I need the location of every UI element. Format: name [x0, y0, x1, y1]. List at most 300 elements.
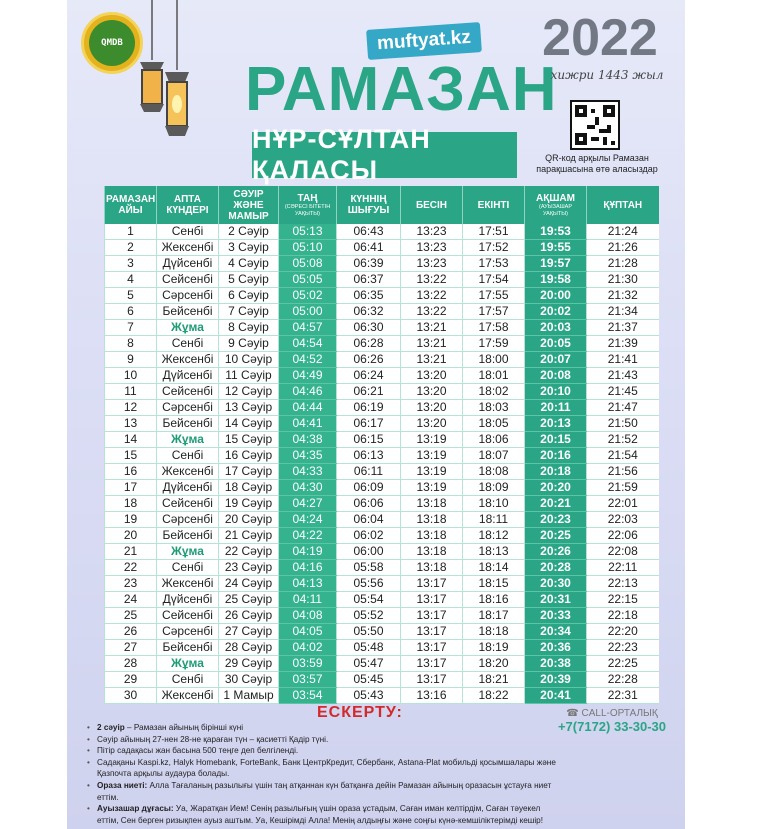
table-cell: 06:24	[337, 368, 401, 384]
table-cell: 13:18	[401, 560, 463, 576]
table-cell: 06:00	[337, 544, 401, 560]
table-cell: 13:22	[401, 272, 463, 288]
table-cell: 04:30	[279, 480, 337, 496]
table-cell: 17:58	[463, 320, 525, 336]
table-cell: 20:21	[525, 496, 587, 512]
table-cell: 04:19	[279, 544, 337, 560]
table-cell: 8	[105, 336, 157, 352]
table-cell: 13:22	[401, 304, 463, 320]
table-cell: 20	[105, 528, 157, 544]
table-cell: 8 Сәуір	[219, 320, 279, 336]
table-cell: 05:43	[337, 688, 401, 704]
column-header	[587, 186, 659, 224]
table-cell: 21:50	[587, 416, 659, 432]
table-cell: 17:53	[463, 256, 525, 272]
table-cell: Сәрсенбі	[157, 624, 219, 640]
table-cell: 22:15	[587, 592, 659, 608]
table-cell: 05:02	[279, 288, 337, 304]
logo-text: QMDB	[101, 38, 123, 48]
table-row	[105, 656, 659, 672]
table-cell: 06:02	[337, 528, 401, 544]
table-cell: 18:09	[463, 480, 525, 496]
table-cell: 22 Сәуір	[219, 544, 279, 560]
prayer-times-table	[104, 186, 658, 704]
table-row	[105, 576, 659, 592]
table-cell: 20:02	[525, 304, 587, 320]
table-cell: 10 Сәуір	[219, 352, 279, 368]
table-cell: 13:23	[401, 240, 463, 256]
table-cell: 7 Сәуір	[219, 304, 279, 320]
table-cell: 06:09	[337, 480, 401, 496]
table-cell: 3 Сәуір	[219, 240, 279, 256]
table-row	[105, 304, 659, 320]
table-cell: 20:28	[525, 560, 587, 576]
table-cell: 28 Сәуір	[219, 640, 279, 656]
note-item-text: – Рамазан айының бірінші күні	[124, 723, 244, 732]
table-cell: 20:05	[525, 336, 587, 352]
table-cell: 19:53	[525, 224, 587, 240]
table-row	[105, 512, 659, 528]
table-cell: 5 Сәуір	[219, 272, 279, 288]
table-cell: 22:11	[587, 560, 659, 576]
table-row	[105, 464, 659, 480]
table-cell: 20:26	[525, 544, 587, 560]
table-cell: 13:20	[401, 400, 463, 416]
table-cell: 17 Сәуір	[219, 464, 279, 480]
table-cell: Бейсенбі	[157, 304, 219, 320]
table-cell: 13	[105, 416, 157, 432]
note-item-text: Пітір садақасы жан басына 500 теңге деп белгіленді.	[97, 746, 299, 756]
call-center[interactable]	[542, 708, 682, 734]
table-cell: Жұма	[157, 320, 219, 336]
table-row	[105, 624, 659, 640]
table-cell: 29 Сәуір	[219, 656, 279, 672]
table-body	[105, 224, 659, 704]
table-cell: 04:08	[279, 608, 337, 624]
table-cell: 15	[105, 448, 157, 464]
table-cell: 13:18	[401, 528, 463, 544]
table-cell: 04:11	[279, 592, 337, 608]
table-cell: 17:51	[463, 224, 525, 240]
table-cell: 05:10	[279, 240, 337, 256]
table-cell: 13:21	[401, 336, 463, 352]
table-row	[105, 528, 659, 544]
column-header-note: (СӘРЕСІ БІТЕТІН УАҚЫТЫ)	[284, 203, 331, 217]
note-item-heading: 2 сәуір	[97, 723, 125, 732]
table-cell: 22:08	[587, 544, 659, 560]
table-row	[105, 416, 659, 432]
table-cell: 18:16	[463, 592, 525, 608]
site-badge[interactable]: muftyat.kz	[366, 22, 482, 60]
note-item-heading: Ауызашар дұғасы:	[97, 804, 174, 814]
column-header	[279, 186, 337, 224]
call-center-number[interactable]: +7(7172) 33-30-30	[557, 719, 667, 734]
table-cell: 12	[105, 400, 157, 416]
logo-emblem	[89, 20, 135, 66]
table-cell: 13:17	[401, 576, 463, 592]
table-cell: 18:11	[463, 512, 525, 528]
note-item-text: Алла Тағаланың разылығы үшін таң атқаннан күн батқанға дейін Рамазан айының оразасын ұстауға ниет еттім.	[97, 780, 552, 802]
table-cell: 16 Сәуір	[219, 448, 279, 464]
note-item-text: Садақаны Kaspi.kz, Halyk Homebank, ForteBank, Банк ЦентрКредит, Сбербанк, Astana-Plat мобильді қосымшалары және Қазпочта арқылы аудаура болады.	[97, 757, 556, 779]
table-row	[105, 352, 659, 368]
table-cell: Жексенбі	[157, 352, 219, 368]
table-row	[105, 592, 659, 608]
table-cell: 04:13	[279, 576, 337, 592]
column-header-label: БЕСІН	[415, 199, 448, 211]
column-header	[105, 186, 157, 224]
table-cell: 21:41	[587, 352, 659, 368]
table-cell: 11	[105, 384, 157, 400]
table-cell: 03:57	[279, 672, 337, 688]
call-center-label-text: CALL-ОРТАЛЫҚ	[581, 708, 658, 719]
table-cell: 21:45	[587, 384, 659, 400]
table-cell: 18:03	[463, 400, 525, 416]
table-row	[105, 400, 659, 416]
table-cell: 04:49	[279, 368, 337, 384]
table-row	[105, 496, 659, 512]
table-cell: 25	[105, 608, 157, 624]
table-cell: 26	[105, 624, 157, 640]
table-cell: 18:17	[463, 608, 525, 624]
table-cell: Бейсенбі	[157, 528, 219, 544]
column-header-label: СӘУІР ЖӘНЕ МАМЫР	[228, 188, 269, 222]
column-header-label: РАМАЗАН АЙЫ	[106, 194, 156, 216]
table-cell: 05:47	[337, 656, 401, 672]
table-cell: 22	[105, 560, 157, 576]
table-cell: 18:22	[463, 688, 525, 704]
table-cell: 13:20	[401, 416, 463, 432]
column-header-note: (АУЫЗАШАР УАҚЫТЫ)	[539, 203, 572, 217]
table-cell: Сәрсенбі	[157, 400, 219, 416]
table-cell: 04:54	[279, 336, 337, 352]
table-cell: 20:20	[525, 480, 587, 496]
table-cell: 21:54	[587, 448, 659, 464]
note-item	[87, 734, 557, 746]
phone-icon: ☎	[566, 708, 582, 719]
qr-caption: QR-код арқылы Рамазан парақшасына өтө аласыздар	[536, 153, 658, 174]
table-cell: 2 Сәуір	[219, 224, 279, 240]
table-cell: 14	[105, 432, 157, 448]
table-cell: 13:22	[401, 288, 463, 304]
table-cell: 05:00	[279, 304, 337, 320]
table-cell: 03:54	[279, 688, 337, 704]
lantern-icon	[132, 0, 202, 150]
table-cell: 30 Сәуір	[219, 672, 279, 688]
table-cell: 13:17	[401, 624, 463, 640]
table-cell: 13:17	[401, 656, 463, 672]
table-cell: 04:33	[279, 464, 337, 480]
table-cell: 22:13	[587, 576, 659, 592]
table-cell: 04:44	[279, 400, 337, 416]
table-cell: 21:43	[587, 368, 659, 384]
table-cell: 04:57	[279, 320, 337, 336]
table-cell: Сенбі	[157, 336, 219, 352]
qr-pattern	[575, 105, 615, 145]
table-cell: 24 Сәуір	[219, 576, 279, 592]
notes-title: ЕСКЕРТУ:	[317, 704, 403, 721]
table-cell: 22:28	[587, 672, 659, 688]
table-cell: 21:30	[587, 272, 659, 288]
call-center-label	[542, 708, 682, 719]
table-cell: Сейсенбі	[157, 384, 219, 400]
page-title: РАМАЗАН	[245, 55, 558, 124]
table-cell: 21:37	[587, 320, 659, 336]
table-cell: 06:32	[337, 304, 401, 320]
table-cell: 12 Сәуір	[219, 384, 279, 400]
table-cell: 21:32	[587, 288, 659, 304]
table-cell: 13:17	[401, 640, 463, 656]
city-banner: НҰР-СҰЛТАН ҚАЛАСЫ	[252, 132, 517, 178]
table-row	[105, 608, 659, 624]
table-cell: 13 Сәуір	[219, 400, 279, 416]
table-cell: 13:20	[401, 384, 463, 400]
table-cell: Сейсенбі	[157, 608, 219, 624]
table-cell: Сенбі	[157, 560, 219, 576]
table-cell: 04:46	[279, 384, 337, 400]
table-cell: 17:57	[463, 304, 525, 320]
table-cell: 20:41	[525, 688, 587, 704]
table-cell: 04:05	[279, 624, 337, 640]
table-cell: 13:21	[401, 320, 463, 336]
note-item-heading: Ораза ниеті:	[97, 780, 148, 790]
column-header	[157, 186, 219, 224]
column-header	[401, 186, 463, 224]
column-header	[219, 186, 279, 224]
table-cell: 21:24	[587, 224, 659, 240]
table-cell: 18:00	[463, 352, 525, 368]
note-item-text: Уа, Жаратқан Ием! Сенің разылығың үшін ораза ұстадым, Саған иман келтірдім, Саған тәуекел еттім, Сен берген ризықпен ауыз аштым. Уа, Кешірімді Алла! Менің алдыңғы және соңғы күнә-кемшіліктерімді кешір!	[97, 804, 544, 825]
qr-code-icon[interactable]	[570, 100, 620, 150]
note-item	[87, 780, 557, 803]
table-cell: Сенбі	[157, 448, 219, 464]
table-cell: 05:48	[337, 640, 401, 656]
table-cell: 06:39	[337, 256, 401, 272]
table-cell: 15 Сәуір	[219, 432, 279, 448]
table-cell: 13:17	[401, 592, 463, 608]
table-row	[105, 272, 659, 288]
table-cell: 05:50	[337, 624, 401, 640]
notes-list	[87, 722, 557, 826]
table-cell: 19:57	[525, 256, 587, 272]
table-cell: 20:38	[525, 656, 587, 672]
table-cell: Бейсенбі	[157, 416, 219, 432]
table-row	[105, 640, 659, 656]
table-row	[105, 560, 659, 576]
table-cell: 13:17	[401, 608, 463, 624]
table-cell: 20:18	[525, 464, 587, 480]
table-cell: 04:41	[279, 416, 337, 432]
table-cell: 18:19	[463, 640, 525, 656]
table-row	[105, 384, 659, 400]
table-cell: 06:17	[337, 416, 401, 432]
table-cell: 20:34	[525, 624, 587, 640]
table-cell: 18:21	[463, 672, 525, 688]
table-cell: 18:05	[463, 416, 525, 432]
table-cell: 21:39	[587, 336, 659, 352]
table-cell: 18	[105, 496, 157, 512]
table-row	[105, 224, 659, 240]
table-cell: 18:12	[463, 528, 525, 544]
table-cell: 4 Сәуір	[219, 256, 279, 272]
table-cell: 13:19	[401, 464, 463, 480]
table-cell: 24	[105, 592, 157, 608]
table-cell: Дүйсенбі	[157, 480, 219, 496]
table-cell: 13:18	[401, 512, 463, 528]
note-item	[87, 745, 557, 757]
column-header-label: ҚҰПТАН	[603, 199, 643, 211]
table-cell: 18:20	[463, 656, 525, 672]
table-cell: 03:59	[279, 656, 337, 672]
poster	[67, 0, 685, 829]
table-cell: 06:04	[337, 512, 401, 528]
table-cell: 05:54	[337, 592, 401, 608]
table-cell: Дүйсенбі	[157, 368, 219, 384]
table-cell: 21	[105, 544, 157, 560]
table-row	[105, 336, 659, 352]
table-cell: 06:06	[337, 496, 401, 512]
table-cell: 05:56	[337, 576, 401, 592]
table-cell: 19:55	[525, 240, 587, 256]
table-cell: 18:14	[463, 560, 525, 576]
table-row	[105, 288, 659, 304]
note-item	[87, 757, 557, 780]
table-cell: 18:02	[463, 384, 525, 400]
table-row	[105, 240, 659, 256]
table-cell: 20:31	[525, 592, 587, 608]
table-cell: 21:56	[587, 464, 659, 480]
column-header-label: КҮННІҢ ШЫҒУЫ	[347, 194, 390, 216]
table-cell: 20:36	[525, 640, 587, 656]
table-cell: Жексенбі	[157, 464, 219, 480]
hijri-year: хижри 1443 жыл	[550, 68, 664, 82]
table-row	[105, 544, 659, 560]
table-cell: 5	[105, 288, 157, 304]
table-cell: 21:52	[587, 432, 659, 448]
column-header	[463, 186, 525, 224]
table-cell: Бейсенбі	[157, 640, 219, 656]
table-cell: 05:58	[337, 560, 401, 576]
table-cell: 30	[105, 688, 157, 704]
table-cell: 04:24	[279, 512, 337, 528]
table-cell: Сәрсенбі	[157, 288, 219, 304]
table-cell: 18:13	[463, 544, 525, 560]
table-cell: 06:43	[337, 224, 401, 240]
table-cell: 20:13	[525, 416, 587, 432]
table-cell: Жұма	[157, 544, 219, 560]
table-cell: 13:18	[401, 496, 463, 512]
table-cell: 23	[105, 576, 157, 592]
table-cell: 4	[105, 272, 157, 288]
table-cell: 26 Сәуір	[219, 608, 279, 624]
table-cell: 10	[105, 368, 157, 384]
table-cell: 20:23	[525, 512, 587, 528]
table-cell: 7	[105, 320, 157, 336]
table-cell: 17:54	[463, 272, 525, 288]
table-cell: 20:07	[525, 352, 587, 368]
table-cell: 04:27	[279, 496, 337, 512]
table-cell: 06:28	[337, 336, 401, 352]
column-header-label: ЕКІНТІ	[477, 199, 510, 211]
table-cell: 17:52	[463, 240, 525, 256]
note-item	[87, 722, 557, 734]
table-header-row	[105, 186, 659, 224]
table-cell: 9	[105, 352, 157, 368]
table-cell: 3	[105, 256, 157, 272]
table-cell: 20:00	[525, 288, 587, 304]
table-cell: 06:35	[337, 288, 401, 304]
table-cell: 1	[105, 224, 157, 240]
table-cell: 2	[105, 240, 157, 256]
table-cell: Жексенбі	[157, 240, 219, 256]
table-cell: 22:31	[587, 688, 659, 704]
table-cell: 13:19	[401, 448, 463, 464]
table-cell: 6	[105, 304, 157, 320]
table-cell: 21 Сәуір	[219, 528, 279, 544]
table-cell: 22:23	[587, 640, 659, 656]
table-cell: 18:06	[463, 432, 525, 448]
table-cell: 19:58	[525, 272, 587, 288]
table-cell: 13:19	[401, 480, 463, 496]
table-cell: 06:19	[337, 400, 401, 416]
table-cell: 06:15	[337, 432, 401, 448]
table-cell: 14 Сәуір	[219, 416, 279, 432]
table-cell: 04:38	[279, 432, 337, 448]
table-row	[105, 368, 659, 384]
table-cell: 22:25	[587, 656, 659, 672]
table-row	[105, 688, 659, 704]
column-header	[337, 186, 401, 224]
table-cell: 05:45	[337, 672, 401, 688]
table-row	[105, 320, 659, 336]
column-header-label: АҚШАМ	[536, 192, 575, 204]
table-cell: 23 Сәуір	[219, 560, 279, 576]
table-cell: 04:16	[279, 560, 337, 576]
table-cell: 20:39	[525, 672, 587, 688]
table-cell: 04:52	[279, 352, 337, 368]
table-cell: 06:26	[337, 352, 401, 368]
table-cell: 13:18	[401, 544, 463, 560]
table-cell: 18:15	[463, 576, 525, 592]
table-cell: 6 Сәуір	[219, 288, 279, 304]
table-cell: 05:08	[279, 256, 337, 272]
table-cell: 29	[105, 672, 157, 688]
table-cell: 18 Сәуір	[219, 480, 279, 496]
note-item-text: Сәуір айының 27-нен 28-не қараған түн – қасиетті Қадір түні.	[97, 734, 329, 744]
table-cell: 20:25	[525, 528, 587, 544]
table-cell: 22:06	[587, 528, 659, 544]
table-cell: 04:35	[279, 448, 337, 464]
table-cell: 19 Сәуір	[219, 496, 279, 512]
table-cell: Дүйсенбі	[157, 256, 219, 272]
table-cell: 27	[105, 640, 157, 656]
table-cell: Сәрсенбі	[157, 512, 219, 528]
table-cell: 20:15	[525, 432, 587, 448]
table-cell: 06:21	[337, 384, 401, 400]
table-cell: 13:17	[401, 672, 463, 688]
table-cell: 20:08	[525, 368, 587, 384]
table-cell: 06:37	[337, 272, 401, 288]
table-cell: 20:03	[525, 320, 587, 336]
table-cell: 05:13	[279, 224, 337, 240]
table-row	[105, 448, 659, 464]
table-cell: 04:02	[279, 640, 337, 656]
table-cell: 20 Сәуір	[219, 512, 279, 528]
table-row	[105, 480, 659, 496]
table-cell: 16	[105, 464, 157, 480]
table-cell: 20:33	[525, 608, 587, 624]
table-cell: 20:16	[525, 448, 587, 464]
